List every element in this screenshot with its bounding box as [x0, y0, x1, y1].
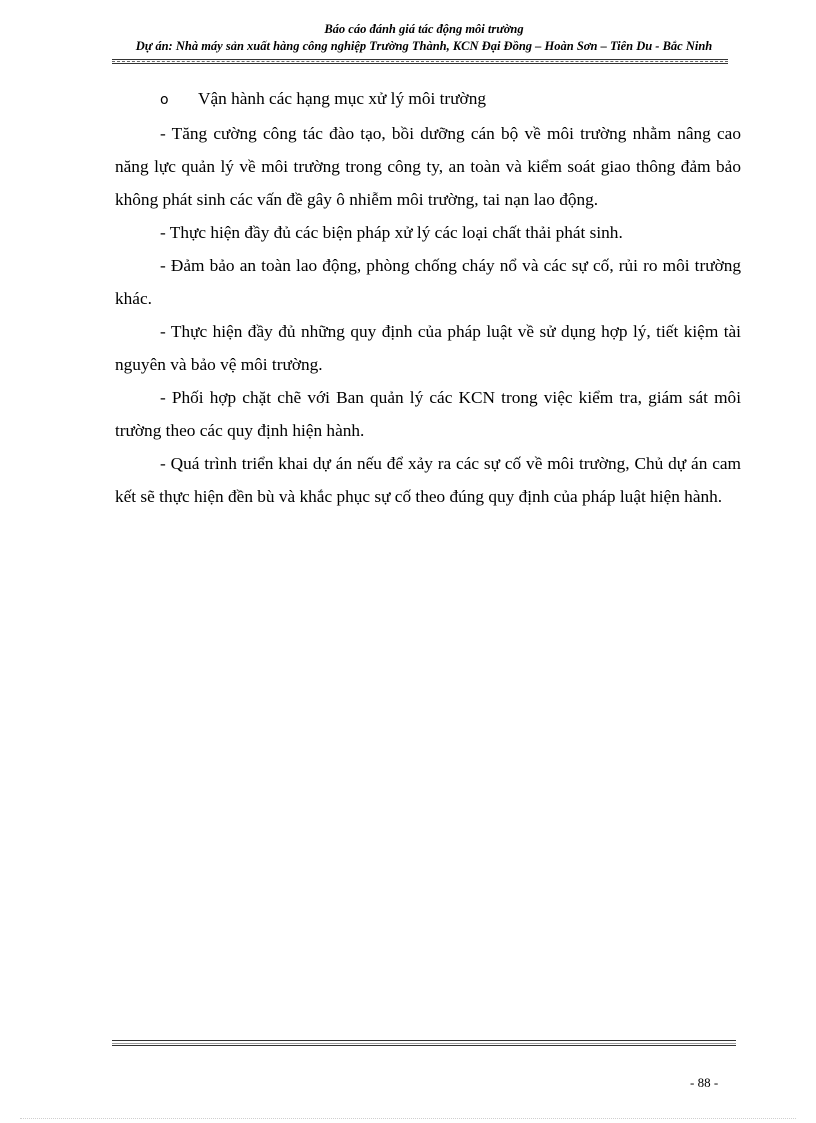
document-body: [115, 82, 741, 513]
paragraph-waste-treatment: - Thực hiện đầy đủ các biện pháp xử lý các loại chất thải phát sinh.: [160, 223, 623, 242]
section-bullet: [115, 82, 741, 117]
page-header: [112, 21, 736, 55]
project-subtitle: Dự án: Nhà máy sản xuất hàng công nghiệp Trường Thành, KCN Đại Đồng – Hoàn Sơn – Tiên Du - Bắc Ninh: [135, 39, 713, 53]
hollow-bullet-icon: o: [160, 92, 169, 108]
paragraph-training: - Tăng cường công tác đào tạo, bồi dưỡng cán bộ về môi trường nhằm nâng cao năng lực quản lý về môi trường trong công ty, an toàn và kiểm soát giao thông đảm bảo không phát sinh các vấn đề gây ô nhiễm môi trường, tai nạn lao động.: [115, 124, 741, 209]
paragraph-coordination: - Phối hợp chặt chẽ với Ban quản lý các KCN trong việc kiểm tra, giám sát môi trường theo các quy định hiện hành.: [115, 388, 741, 440]
paragraph-commitment: - Quá trình triển khai dự án nếu để xảy ra các sự cố về môi trường, Chủ dự án cam kết sẽ thực hiện đền bù và khắc phục sự cố theo đúng quy định của pháp luật hiện hành.: [115, 454, 741, 506]
report-title: Báo cáo đánh giá tác động môi trường: [324, 22, 524, 36]
paragraph-safety: - Đảm bảo an toàn lao động, phòng chống cháy nổ và các sự cố, rủi ro môi trường khác.: [115, 256, 741, 308]
paragraph-legal-compliance: - Thực hiện đầy đủ những quy định của pháp luật về sử dụng hợp lý, tiết kiệm tài nguyên và bảo vệ môi trường.: [115, 322, 741, 374]
page-edge-dots: [20, 1118, 796, 1119]
page-number: - 88 -: [690, 1075, 719, 1090]
header-divider: [112, 59, 728, 64]
footer-divider: [112, 1040, 736, 1046]
bullet-text: Vận hành các hạng mục xử lý môi trường: [198, 89, 486, 108]
